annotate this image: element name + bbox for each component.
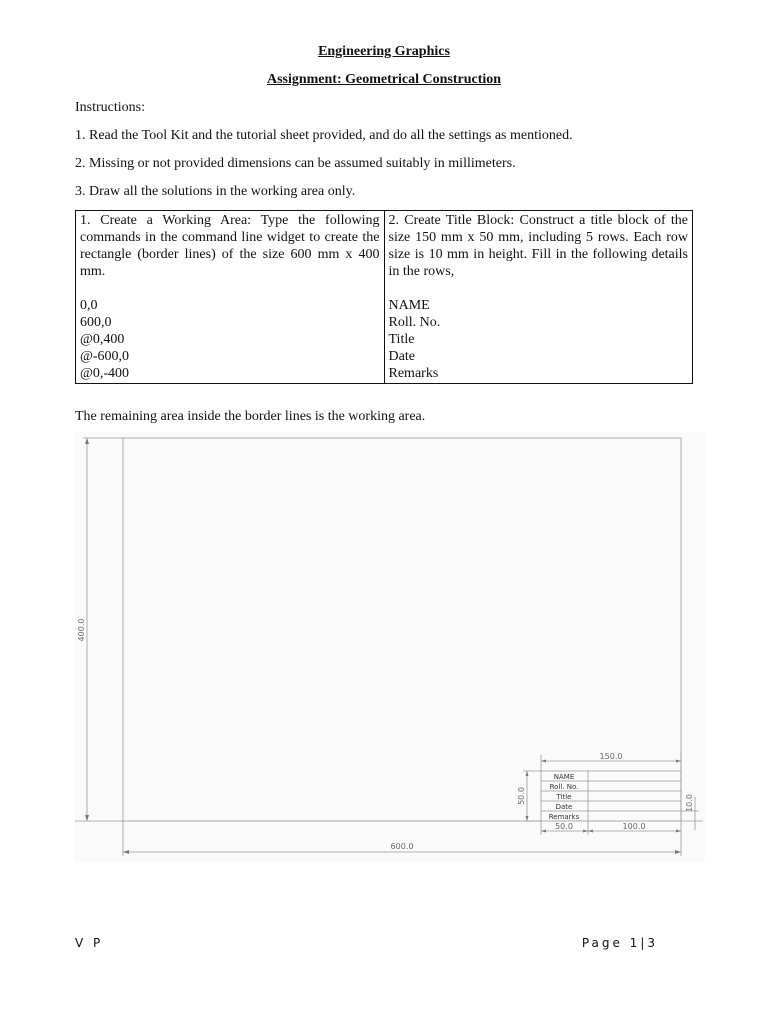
command-line: @0,400 [80,332,125,347]
title-block-row-name: Title [388,332,415,347]
command-line: 0,0 [80,298,98,313]
page-number: Page 1|3 [581,936,658,950]
task-working-area-text: 1. Create a Working Area: Type the following commands in the command line widget to create the rectangle (border lines) of the size 600 mm x 400 mm. [80,213,380,279]
dim-row-height-label: 10.0 [685,794,694,812]
title-block-label: Title [556,793,572,801]
title-block-row-name: Roll. No. [388,315,441,330]
command-line: @-600,0 [80,349,130,364]
instructions-heading: Instructions: [75,100,145,115]
title-block-label: Roll. No. [549,783,579,791]
title-block-label: NAME [553,773,575,781]
title-block-row-name: NAME [388,298,430,313]
instruction-item-1: 1. Read the Tool Kit and the tutorial sheet provided, and do all the settings as mentioned. [75,128,573,143]
command-line: 600,0 [80,315,112,330]
instruction-item-2: 2. Missing or not provided dimensions can be assumed suitably in millimeters. [75,156,516,171]
cad-drawing [75,432,705,862]
footer-author: V P [75,936,104,950]
assignment-title: Assignment: Geometrical Construction [266,72,502,87]
command-line: @0,-400 [80,366,130,381]
course-title: Engineering Graphics [318,44,450,59]
dim-title-block-width-label: 150.0 [599,752,623,761]
task-table [75,210,693,384]
dim-col1-label: 50.0 [555,822,573,831]
working-area-note: The remaining area inside the border lines is the working area. [75,409,426,424]
task-working-area-cell [76,211,385,384]
dim-col2-label: 100.0 [622,822,646,831]
drawing-background [75,432,705,862]
title-block-label: Date [555,803,573,811]
dim-height-label: 400.0 [77,618,86,642]
dim-title-block-height-label: 50.0 [517,787,526,805]
title-block-row-name: Remarks [388,366,439,381]
dim-width-label: 600.0 [390,842,414,851]
instruction-item-3: 3. Draw all the solutions in the working area only. [75,184,356,199]
title-block-row-name: Date [388,349,415,364]
task-title-block-cell [384,211,693,384]
task-title-block-text: 2. Create Title Block: Construct a title block of the size 150 mm x 50 mm, including 5 rows. Each row size is 10 mm in height. Fill in the following details in the rows, [388,213,688,279]
title-block-label: Remarks [548,813,580,821]
